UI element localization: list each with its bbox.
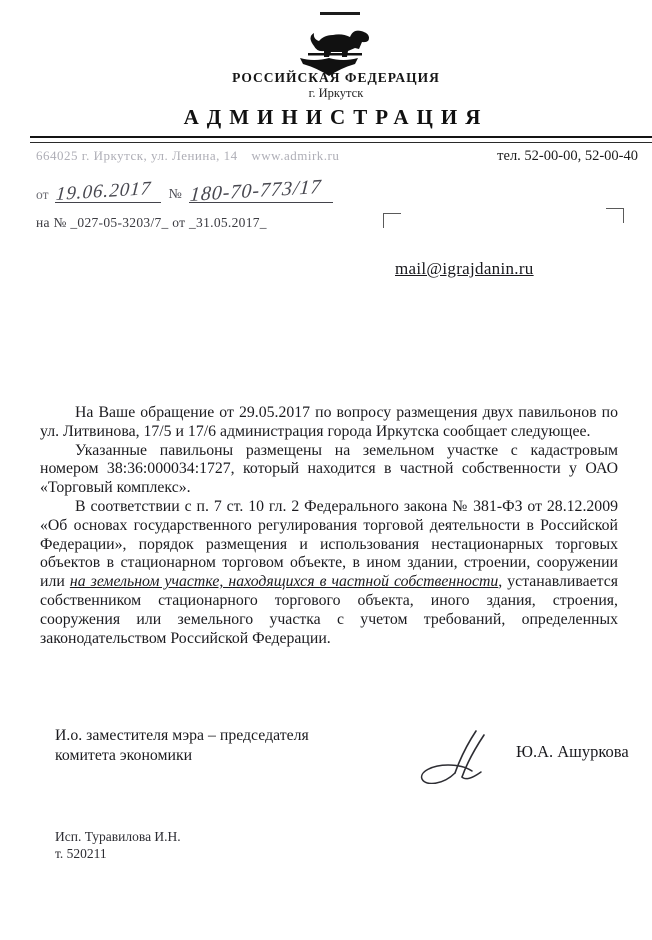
paragraph-2: Указанные павильоны размещены на земельном участке с кадастровым номером 38:36:000034:1727, который находится в частной собственности у ОАО «Торговый комплекс». bbox=[40, 441, 618, 497]
corner-mark-left-icon bbox=[383, 213, 401, 228]
letterhead-city: г. Иркутск bbox=[308, 86, 364, 100]
handwritten-signature-icon bbox=[413, 726, 505, 784]
signer-position bbox=[55, 726, 385, 766]
outgoing-number-field bbox=[188, 175, 333, 206]
signer-position-line1: И.о. заместителя мэра – председателя bbox=[55, 727, 309, 744]
letterhead-org-title: АДМИНИСТРАЦИЯ bbox=[183, 105, 489, 129]
website-text: www.admirk.ru bbox=[251, 148, 340, 163]
top-divider-line bbox=[320, 12, 360, 15]
letterhead-contact-row bbox=[36, 148, 638, 165]
paragraph-3 bbox=[40, 498, 618, 648]
handwritten-number: 180-70-773/17 bbox=[188, 175, 323, 206]
letter-body bbox=[40, 404, 618, 648]
letterhead-double-rule bbox=[30, 136, 652, 143]
outgoing-date-field bbox=[55, 180, 161, 203]
letterhead-phones: тел. 52-00-00, 52-00-40 bbox=[497, 148, 638, 164]
signer-position-line2: комитета экономики bbox=[55, 747, 193, 764]
executor-name: Исп. Туравилова И.Н. bbox=[55, 829, 181, 844]
paragraph-1: На Ваше обращение от 29.05.2017 по вопросу размещения двух павильонов по ул. Литвинова, 17/5 и 17/6 администрация города Иркутска сообщает следующее. bbox=[40, 404, 618, 440]
reply-reference-line: на № _027-05-3203/7_ от _31.05.2017_ bbox=[36, 215, 267, 230]
executor-phone: т. 520211 bbox=[55, 846, 107, 861]
paragraph-3-before: В соответствии с п. 7 ст. 10 гл. 2 Федерального закона № 381-ФЗ от 28.12.2009 «Об основах государственного регулирования торговой деятельности в Российской Федерации», порядок размещения и использования нестационарных торговых объектов в стационарном торговом объекте, в ином здании, строении, сооружении или bbox=[40, 497, 618, 591]
number-sign: № bbox=[168, 187, 182, 202]
signer-name: Ю.А. Ашуркова bbox=[516, 742, 629, 761]
handwritten-date: 19.06.2017 bbox=[55, 178, 153, 205]
executor-block bbox=[55, 828, 181, 862]
paragraph-3-emphasis: на земельном участке, находящихся в частной собственности bbox=[69, 573, 499, 591]
paragraph-3-after: , устанавливается собственником стационарного торгового объекта, иного здания, строения, сооружения или земельного участка с учетом требований, определенных законодательством Российской Федерации. bbox=[40, 573, 619, 647]
corner-mark-right-icon bbox=[606, 208, 624, 223]
outgoing-requisites-row bbox=[36, 175, 336, 206]
letterhead-address bbox=[36, 148, 339, 164]
address-text: 664025 г. Иркутск, ул. Ленина, 14 bbox=[36, 148, 238, 163]
from-label: от bbox=[36, 187, 49, 202]
letterhead-country: РОССИЙСКАЯ ФЕДЕРАЦИЯ bbox=[232, 70, 440, 85]
recipient-email: mail@igrajdanin.ru bbox=[395, 259, 534, 278]
